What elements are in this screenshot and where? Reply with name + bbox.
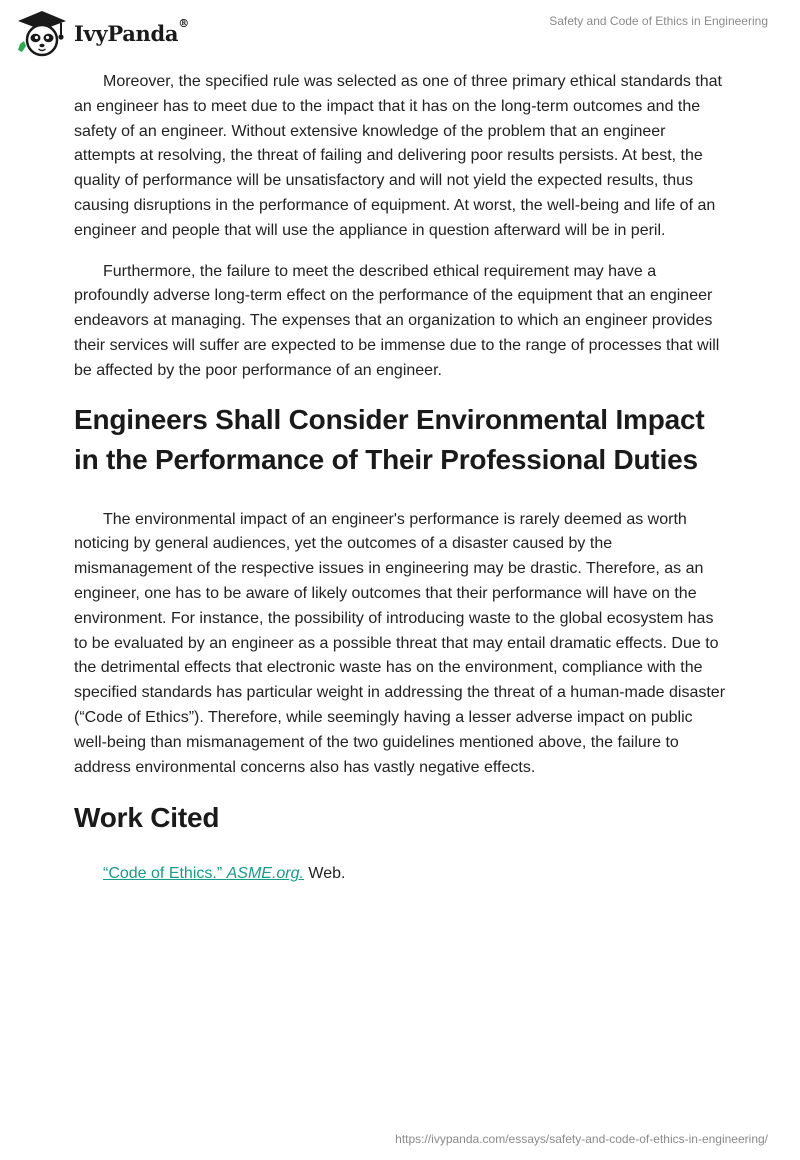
section-heading: Engineers Shall Consider Environmental Impact in the Performance of Their Professional Duties bbox=[74, 403, 705, 475]
page-header bbox=[0, 0, 800, 64]
works-cited-heading: Work Cited bbox=[74, 802, 220, 834]
citation-suffix: Web. bbox=[303, 865, 346, 883]
paragraph-2: Furthermore, the failure to meet the described ethical requirement may have a profoundly adverse long-term effect on the performance of the equipment that an engineer endeavors at managing. The expenses that an organization to which an engineer provides their services will suffer are expected to be immense due to the range of processes that will be affected by the poor performance of an engineer. bbox=[74, 262, 720, 379]
citation-source: ASME.org. bbox=[226, 865, 304, 883]
logo-text: IvyPanda® bbox=[74, 16, 189, 46]
panda-graduate-icon bbox=[14, 8, 70, 58]
registered-mark: ® bbox=[178, 16, 189, 30]
paragraph-3: The environmental impact of an engineer's performance is rarely deemed as worth noticing by general audiences, yet the outcomes of a disaster caused by the mismanagement of the respective issues in engineering may be drastic. Therefore, as an engineer, one has to be aware of likely outcomes that their performance will have on the environment. For instance, the possibility of introducing waste to the global ecosystem has to be evaluated by an engineer as a possible threat that may entail dramatic effects. Due to the detrimental effects that electronic waste has on the environment, compliance with the specified standards has particular weight in addressing the threat of a human-made disaster (“Code of Ethics”). Therefore, while seemingly having a lesser adverse impact on public well-being than mismanagement of the two guidelines mentioned above, the failure to address environmental concerns also has vastly negative effects. bbox=[74, 510, 726, 776]
ivypanda-logo[interactable] bbox=[14, 8, 189, 58]
paragraph-1: Moreover, the specified rule was selected as one of three primary ethical standards that an engineer has to meet due to the impact that it has on the long-term outcomes and the safety of an engineer. Without extensive knowledge of the problem that an engineer attempts at resolving, the threat of failing and delivering poor results persists. At best, the quality of performance will be unsatisfactory and will not yield the expected results, thus causing disruptions in the performance of equipment. At worst, the well-being and life of an engineer and people that will use the appliance in question afterward will be in peril. bbox=[74, 73, 722, 239]
footer-url[interactable]: https://ivypanda.com/essays/safety-and-code-of-ethics-in-engineering/ bbox=[395, 1132, 768, 1146]
citation-link[interactable] bbox=[103, 865, 304, 882]
citation-entry bbox=[74, 862, 726, 886]
document-title: Safety and Code of Ethics in Engineering bbox=[549, 14, 768, 28]
citation-title: “Code of Ethics.” bbox=[103, 865, 227, 883]
essay-content bbox=[74, 70, 726, 886]
